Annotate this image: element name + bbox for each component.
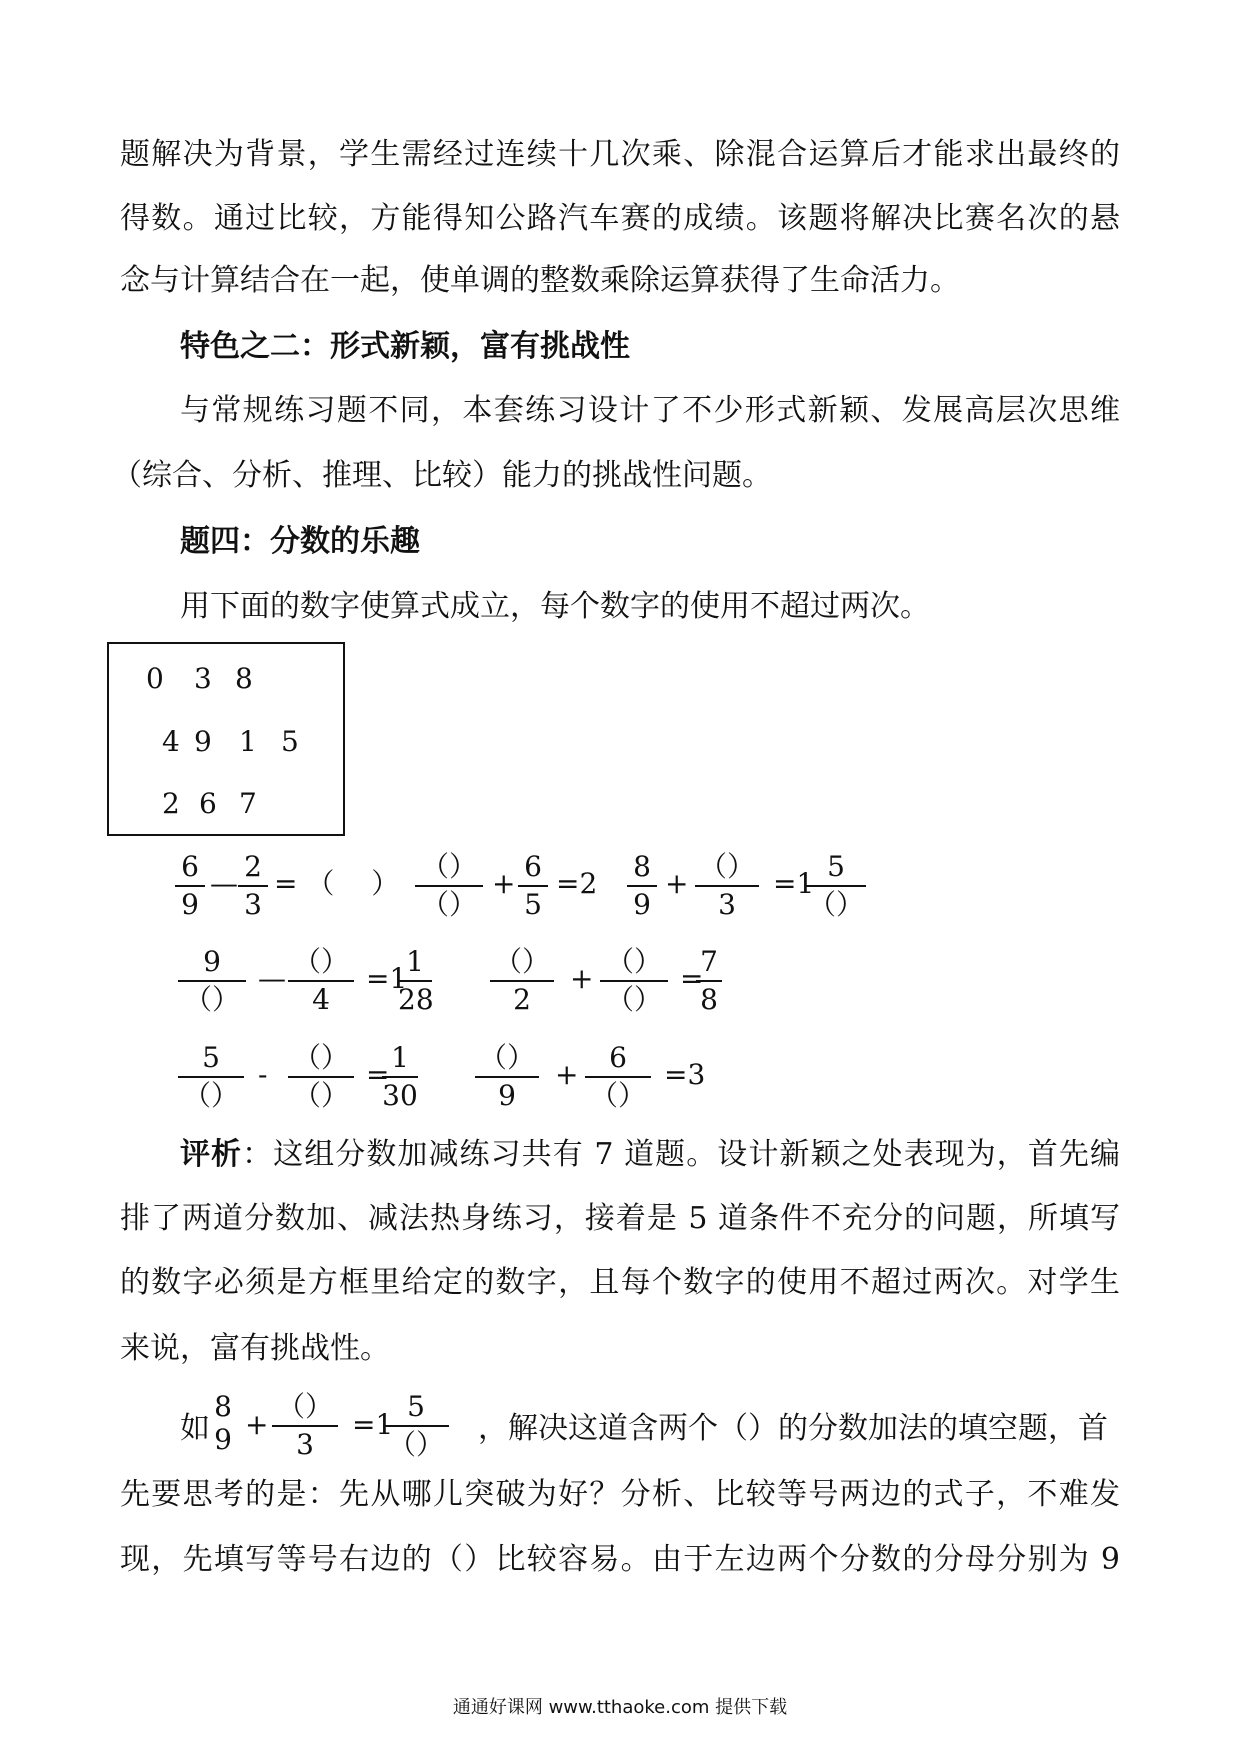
numerator: 1	[391, 1041, 409, 1074]
fraction-bar	[695, 885, 759, 887]
numerator: 2	[244, 850, 262, 883]
fraction-bar	[382, 1076, 418, 1078]
fraction-bar	[600, 980, 668, 982]
page-footer: 通通好课网 www.tthaoke.com 提供下载	[452, 1697, 788, 1718]
digit: 2	[162, 787, 180, 820]
equals-sign: =	[680, 962, 704, 995]
fraction	[383, 1392, 449, 1460]
numerator: （）	[292, 1041, 349, 1074]
denominator: （）	[292, 1079, 349, 1112]
fraction-bar	[696, 980, 722, 982]
denominator: 9	[214, 1423, 232, 1456]
numerator: 6	[524, 850, 542, 883]
denominator: （）	[183, 983, 240, 1016]
fraction	[210, 1392, 236, 1455]
digit: 6	[199, 787, 217, 820]
operator: —	[210, 867, 238, 900]
fraction-bar	[627, 885, 657, 887]
fraction	[272, 1392, 338, 1460]
denominator: 9	[498, 1079, 516, 1112]
paragraph-line: 现，先填写等号右边的（）比较容易。由于左边两个分数的分母分别为 9	[120, 1542, 1120, 1577]
numerator: （）	[478, 1041, 535, 1074]
numerator: （）	[605, 945, 662, 978]
denominator: 9	[181, 888, 199, 921]
fraction-bar	[475, 1076, 539, 1078]
paragraph-line: 与常规练习题不同，本套练习设计了不少形式新颖、发展高层次思维	[180, 393, 1120, 428]
denominator: 4	[312, 983, 330, 1016]
fraction	[238, 852, 268, 920]
instruction-text: 用下面的数字使算式成立，每个数字的使用不超过两次。	[180, 589, 930, 624]
fraction-bar	[383, 1425, 449, 1427]
numerator: 8	[214, 1390, 232, 1423]
fraction	[585, 1043, 651, 1111]
paragraph-line: 题解决为背景，学生需经过连续十几次乘、除混合运算后才能求出最终的	[120, 137, 1120, 172]
equation-result: =2	[556, 867, 598, 900]
numerator: 9	[203, 945, 221, 978]
equation-result: =1	[366, 962, 408, 995]
digit-box	[107, 642, 345, 836]
fraction-bar	[272, 1425, 338, 1427]
operator: —	[258, 962, 286, 995]
denominator: 8	[700, 983, 718, 1016]
numerator: 5	[407, 1390, 425, 1423]
denominator: 9	[633, 888, 651, 921]
digit: 9	[194, 725, 212, 758]
operator: +	[555, 1058, 579, 1091]
fraction-bar	[415, 885, 483, 887]
fraction-bar	[175, 885, 205, 887]
operator: +	[492, 867, 516, 900]
numerator: 6	[609, 1041, 627, 1074]
numerator: （）	[292, 945, 349, 978]
denominator: （）	[589, 1079, 646, 1112]
fraction	[288, 1043, 354, 1111]
numerator: 8	[633, 850, 651, 883]
fraction-bar	[806, 885, 866, 887]
fraction-bar	[398, 980, 432, 982]
fraction	[178, 947, 246, 1015]
equation-result: =3	[664, 1058, 706, 1091]
fraction	[288, 947, 354, 1015]
digit: 1	[239, 725, 257, 758]
numerator: 6	[181, 850, 199, 883]
fraction	[398, 947, 432, 1015]
fraction	[696, 947, 722, 1015]
paragraph-line	[180, 1135, 1120, 1175]
operator: +	[570, 962, 594, 995]
fraction-bar	[518, 885, 548, 887]
analysis-label: 评析	[180, 1137, 243, 1172]
fraction-bar	[178, 980, 246, 982]
numerator: 5	[202, 1041, 220, 1074]
fraction-bar	[288, 980, 354, 982]
numerator: （）	[493, 945, 550, 978]
numerator: （）	[420, 850, 477, 883]
digit: 5	[281, 725, 299, 758]
digit: 3	[194, 662, 212, 695]
equals-sign: =	[366, 1058, 390, 1091]
denominator: 28	[398, 983, 434, 1016]
numerator: （）	[276, 1390, 333, 1423]
paragraph-line: 先要思考的是：先从哪儿突破为好？分析、比较等号两边的式子，不难发	[120, 1477, 1120, 1512]
paragraph-line: 来说，富有挑战性。	[120, 1331, 390, 1366]
denominator: （）	[387, 1428, 444, 1461]
denominator: （）	[605, 983, 662, 1016]
digit: 8	[235, 662, 253, 695]
fraction-bar	[238, 885, 268, 887]
fraction	[415, 852, 483, 920]
numerator: 5	[827, 850, 845, 883]
numerator: （）	[698, 850, 755, 883]
fraction	[175, 852, 205, 920]
paragraph-line: 念与计算结合在一起，使单调的整数乘除运算获得了生命活力。	[120, 263, 960, 298]
fraction-bar	[490, 980, 554, 982]
fraction	[490, 947, 554, 1015]
denominator: （）	[182, 1079, 239, 1112]
section-heading: 特色之二：形式新颖，富有挑战性	[180, 329, 630, 364]
problem-heading: 题四：分数的乐趣	[180, 524, 420, 559]
digit: 0	[146, 662, 164, 695]
paragraph-text: ，解决这道含两个（）的分数加法的填空题，首	[478, 1411, 1108, 1446]
fraction	[382, 1043, 418, 1111]
fraction	[518, 852, 548, 920]
fraction	[178, 1043, 244, 1111]
paragraph-prefix: 如	[180, 1411, 210, 1446]
denominator: 2	[513, 983, 531, 1016]
digit: 4	[162, 725, 180, 758]
denominator: 5	[524, 888, 542, 921]
paragraph-line: 排了两道分数加、减法热身练习，接着是 5 道条件不充分的问题，所填写	[120, 1201, 1120, 1236]
equation-result: =1	[352, 1408, 394, 1441]
fraction	[695, 852, 759, 920]
operator: -	[258, 1058, 268, 1091]
denominator: 3	[244, 888, 262, 921]
fraction-bar	[178, 1076, 244, 1078]
equation-result: =1	[773, 867, 815, 900]
fraction-bar	[288, 1076, 354, 1078]
denominator: 3	[718, 888, 736, 921]
paragraph-line: 的数字必须是方框里给定的数字，且每个数字的使用不超过两次。对学生	[120, 1265, 1120, 1300]
numerator: 7	[700, 945, 718, 978]
paragraph-line: （综合、分析、推理、比较）能力的挑战性问题。	[112, 458, 772, 493]
fraction	[475, 1043, 539, 1111]
numerator: 1	[406, 945, 424, 978]
equation-result: = （ ）	[274, 867, 400, 900]
fraction	[600, 947, 668, 1015]
denominator: （）	[420, 888, 477, 921]
denominator: 3	[296, 1428, 314, 1461]
denominator: （）	[807, 888, 864, 921]
fraction	[806, 852, 866, 920]
denominator: 30	[382, 1079, 418, 1112]
fraction	[627, 852, 657, 920]
analysis-text: ：这组分数加减练习共有 7 道题。设计新颖之处表现为，首先编	[242, 1137, 1120, 1172]
operator: +	[245, 1408, 269, 1441]
digit: 7	[239, 787, 257, 820]
fraction-bar	[585, 1076, 651, 1078]
paragraph-line: 得数。通过比较，方能得知公路汽车赛的成绩。该题将解决比赛名次的悬	[120, 201, 1120, 236]
operator: +	[665, 867, 689, 900]
